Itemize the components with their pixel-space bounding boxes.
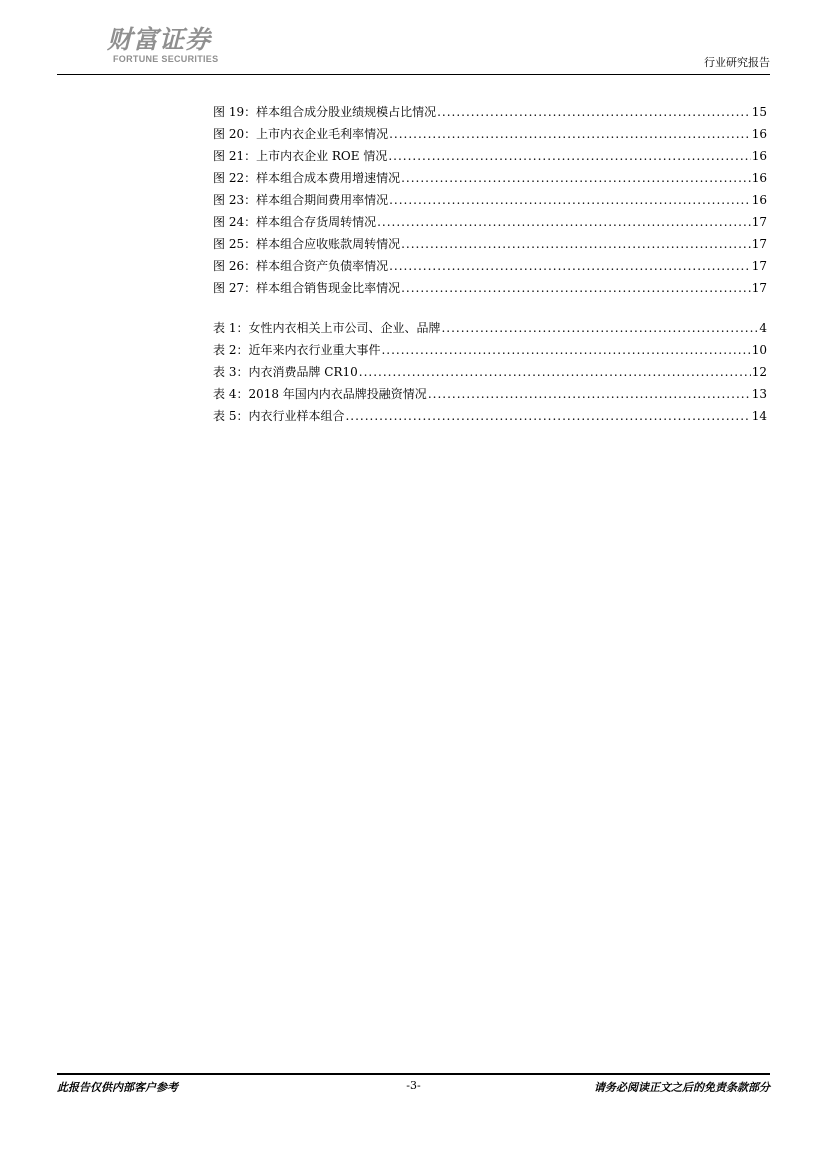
toc-entry-page: 17 (751, 215, 767, 229)
toc-entry-label: 图 25：样本组合应收账款周转情况 (213, 237, 401, 251)
toc-entry-page: 16 (751, 149, 767, 163)
toc-entry-table-3[interactable] (213, 361, 767, 383)
toc-leader-dots (401, 277, 751, 299)
page-footer (57, 1070, 770, 1110)
toc-entry-page: 16 (751, 193, 767, 207)
page-number: -3- (406, 1079, 421, 1092)
toc-entry-figure-20[interactable] (213, 123, 767, 145)
toc-entry-page: 15 (751, 105, 767, 119)
footer-disclaimer: 请务必阅读正文之后的免责条款部分 (594, 1081, 770, 1094)
toc-entry-figure-22[interactable] (213, 167, 767, 189)
toc-entry-label: 表 3：内衣消费品牌 CR10 (213, 365, 358, 379)
toc-entry-label: 表 2：近年来内衣行业重大事件 (213, 343, 381, 357)
toc-entry-figure-21[interactable] (213, 145, 767, 167)
footer-notice: 此报告仅供内部客户参考 (57, 1081, 178, 1094)
toc-entry-figure-26[interactable] (213, 255, 767, 277)
toc-entry-label: 图 27：样本组合销售现金比率情况 (213, 281, 401, 295)
toc-entry-label: 图 21：上市内衣企业 ROE 情况 (213, 149, 388, 163)
logo-chinese-text: 财富证券 (107, 25, 212, 54)
toc-entry-label: 图 19：样本组合成分股业绩规模占比情况 (213, 105, 437, 119)
document-type-label: 行业研究报告 (704, 56, 770, 69)
toc-entry-figure-23[interactable] (213, 189, 767, 211)
toc-entry-figure-19[interactable] (213, 101, 767, 123)
toc-leader-dots (441, 317, 758, 339)
toc-leader-dots (381, 339, 750, 361)
toc-entry-page: 14 (751, 409, 767, 423)
toc-entry-page: 16 (751, 127, 767, 141)
toc-entry-figure-24[interactable] (213, 211, 767, 233)
company-logo (107, 20, 247, 68)
header-divider (57, 74, 770, 75)
toc-leader-dots (388, 145, 750, 167)
toc-entry-label: 图 26：样本组合资产负债率情况 (213, 259, 389, 273)
toc-entry-page: 4 (759, 321, 767, 335)
toc-entry-table-1[interactable] (213, 317, 767, 339)
toc-entry-label: 图 23：样本组合期间费用率情况 (213, 193, 389, 207)
toc-entry-page: 10 (751, 343, 767, 357)
toc-leader-dots (389, 189, 751, 211)
toc-leader-dots (377, 211, 751, 233)
toc-entry-page: 17 (751, 237, 767, 251)
toc-entry-label: 图 24：样本组合存货周转情况 (213, 215, 377, 229)
toc-leader-dots (401, 233, 751, 255)
toc-entry-page: 13 (751, 387, 767, 401)
toc-entry-figure-27[interactable] (213, 277, 767, 299)
footer-divider (57, 1073, 770, 1075)
toc-entry-label: 图 22：样本组合成本费用增速情况 (213, 171, 401, 185)
toc-entry-label: 表 1：女性内衣相关上市公司、企业、品牌 (213, 321, 441, 335)
toc-leader-dots (345, 405, 750, 427)
logo-english-text: FORTUNE SECURITIES (113, 54, 219, 64)
toc-entry-page: 17 (751, 281, 767, 295)
toc-leader-dots (389, 123, 751, 145)
toc-leader-dots (428, 383, 751, 405)
toc-entry-label: 表 5：内衣行业样本组合 (213, 409, 345, 423)
toc-entry-page: 17 (751, 259, 767, 273)
toc-entry-page: 16 (751, 171, 767, 185)
toc-leader-dots (389, 255, 751, 277)
page-header (57, 0, 770, 76)
toc-leader-dots (437, 101, 751, 123)
toc-leader-dots (401, 167, 751, 189)
table-index (213, 317, 767, 427)
toc-entry-table-4[interactable] (213, 383, 767, 405)
toc-entry-figure-25[interactable] (213, 233, 767, 255)
toc-entry-label: 图 20：上市内衣企业毛利率情况 (213, 127, 389, 141)
toc-entry-label: 表 4：2018 年国内内衣品牌投融资情况 (213, 387, 427, 401)
figure-index (213, 101, 767, 299)
toc-entry-table-2[interactable] (213, 339, 767, 361)
toc-leader-dots (359, 361, 751, 383)
toc-entry-table-5[interactable] (213, 405, 767, 427)
toc-entry-page: 12 (751, 365, 767, 379)
